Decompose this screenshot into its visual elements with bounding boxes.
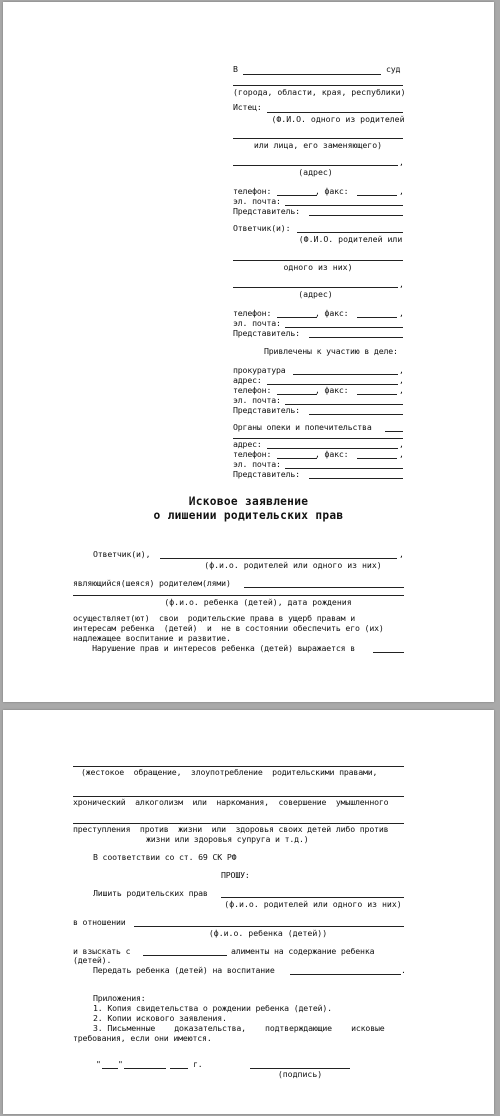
comma: , — [399, 279, 404, 289]
prosecutor-fax-field — [357, 394, 397, 395]
guardianship-label: Органы опеки и попечительства — [233, 422, 372, 432]
plaintiff-fax-label: , факс: — [315, 186, 349, 196]
guardianship-fax-field — [357, 458, 397, 459]
child-field-2 — [73, 595, 404, 596]
defendant-address-field — [233, 287, 398, 288]
paragraph-1-line-2: интересам ребенка (детей) и не в состоянии обеспечить его (их) — [73, 623, 384, 633]
attachment-item: 3. Письменные доказательства, подтверждающие исковые — [93, 1023, 385, 1033]
document-title-line-1: Исковое заявление — [188, 495, 309, 508]
plaintiff-field — [267, 112, 403, 113]
comma: , — [399, 308, 404, 318]
prosecutor-email-label: эл. почта: — [233, 395, 281, 405]
document-page-2 — [3, 710, 494, 1114]
prosecutor-email-field — [285, 404, 403, 405]
request-heading: ПРОШУ: — [221, 870, 250, 880]
collect-field — [143, 955, 227, 956]
prosecutor-rep-field — [309, 414, 403, 415]
guardianship-rep-field — [309, 478, 403, 479]
year-suffix: г. — [193, 1059, 203, 1069]
plaintiff-email-field — [285, 205, 403, 206]
plaintiff-caption-2: или лица, его заменяющего) — [253, 140, 383, 150]
plaintiff-address-caption: (адрес) — [298, 167, 333, 177]
plaintiff-rep-label: Представитель: — [233, 206, 300, 216]
defendant-rep-field — [309, 337, 403, 338]
regarding-text: в отношении — [73, 917, 126, 927]
plaintiff-label: Истец: — [233, 102, 262, 112]
guardianship-fax-label: , факс: — [315, 449, 349, 459]
plaintiff-phone-label: телефон: — [233, 186, 272, 196]
guardianship-email-label: эл. почта: — [233, 459, 281, 469]
paragraph-3-line-4: жизни или здоровья супруга и т.д.) — [146, 834, 309, 844]
violation-field — [373, 652, 404, 653]
guardianship-phone-field — [277, 458, 317, 459]
comma: , — [399, 375, 404, 385]
period: . — [401, 965, 406, 975]
plaintiff-caption-1: (Ф.И.О. одного из родителей — [271, 114, 405, 124]
attachment-item: 2. Копии искового заявления. — [93, 1013, 227, 1023]
prosecutor-phone-field — [277, 394, 317, 395]
prosecutor-phone-label: телефон: — [233, 385, 272, 395]
collect-suffix: алименты на содержание ребенка — [231, 946, 375, 956]
court-region-field — [233, 85, 403, 86]
defendant-email-label: эл. почта: — [233, 318, 281, 328]
guardianship-email-field — [285, 468, 403, 469]
defendant-rep-label: Представитель: — [233, 328, 300, 338]
paragraph-3-line-3: преступления против жизни или здоровья своих детей либо против — [73, 824, 389, 834]
deprive-field — [221, 897, 404, 898]
date-month-field — [124, 1068, 166, 1069]
regarding-caption: (ф.и.о. ребенка (детей)) — [208, 928, 328, 938]
defendant-fax-label: , факс: — [315, 308, 349, 318]
comma: , — [399, 439, 404, 449]
child-field — [244, 587, 404, 588]
is-parent-text: являющийся(шеяся) родителем(лями) — [73, 578, 231, 588]
date-day-field — [102, 1068, 118, 1069]
attachment-item-3-continued: требования, если они имеются. — [73, 1033, 212, 1043]
guardianship-field — [385, 431, 403, 432]
collect-line-2: (детей). — [73, 955, 112, 965]
child-caption: (ф.и.о. ребенка (детей), дата рождения — [164, 597, 352, 607]
guardianship-address-label: адрес: — [233, 439, 262, 449]
transfer-text: Передать ребенка (детей) на воспитание — [93, 965, 275, 975]
law-reference: В соответствии со ст. 69 СК РФ — [93, 852, 237, 862]
plaintiff-rep-field — [309, 215, 403, 216]
court-field — [243, 74, 381, 75]
plaintiff-field-2 — [233, 138, 403, 139]
comma: , — [399, 385, 404, 395]
signature-caption: (подпись) — [277, 1069, 323, 1079]
plaintiff-fax-field — [357, 195, 397, 196]
prosecutor-field — [293, 374, 398, 375]
defendant-field — [297, 232, 403, 233]
defendant-names-field — [160, 558, 397, 559]
defendant-caption-2: одного из них) — [283, 262, 353, 272]
document-title-line-2: о лишении родительских прав — [153, 509, 344, 522]
attachment-item: 1. Копия свидетельства о рождении ребенка (детей). — [93, 1003, 332, 1013]
collect-prefix: и взыскать с — [73, 946, 131, 956]
prosecutor-address-label: адрес: — [233, 375, 262, 385]
attachments-heading: Приложения: — [93, 993, 146, 1003]
date-open-quote: " — [96, 1059, 101, 1069]
paragraph-3-line-1: (жестокое обращение, злоупотребление родительскими правами, — [81, 767, 378, 777]
document-page-1 — [3, 2, 494, 702]
court-caption: (города, области, края, республики) — [233, 87, 406, 97]
paragraph-1-line-1: осуществляет(ют) свои родительские права в ущерб правам и — [73, 613, 355, 623]
deprive-text: Лишить родительских прав — [93, 888, 208, 898]
defendant-phone-field — [277, 317, 317, 318]
paragraph-3-line-2: хронический алкоголизм или наркомания, совершение умышленного — [73, 797, 389, 807]
defendant-label: Ответчик(и): — [233, 223, 291, 233]
prosecutor-label: прокуратура — [233, 365, 286, 375]
comma: , — [399, 186, 404, 196]
defendant-phone-label: телефон: — [233, 308, 272, 318]
defendant-intro: Ответчик(и), — [93, 549, 151, 559]
comma: , — [399, 449, 404, 459]
transfer-field — [290, 974, 401, 975]
paragraph-1-line-3: надлежащее воспитание и развитие. — [73, 633, 231, 643]
guardianship-rep-label: Представитель: — [233, 469, 300, 479]
defendant-names-caption: (ф.и.о. родителей или одного из них) — [204, 560, 382, 570]
regarding-field — [134, 926, 404, 927]
comma: , — [399, 365, 404, 375]
court-suffix: суд — [386, 64, 401, 74]
defendant-fax-field — [357, 317, 397, 318]
comma: , — [399, 157, 404, 167]
defendant-field-2 — [233, 260, 403, 261]
guardianship-phone-label: телефон: — [233, 449, 272, 459]
involved-label: Привлечены к участию в деле: — [264, 346, 398, 356]
defendant-email-field — [285, 327, 403, 328]
comma: , — [399, 549, 404, 559]
plaintiff-address-field — [233, 165, 398, 166]
plaintiff-phone-field — [277, 195, 317, 196]
defendant-address-caption: (адрес) — [298, 289, 333, 299]
plaintiff-email-label: эл. почта: — [233, 196, 281, 206]
court-prefix: В — [233, 64, 238, 74]
prosecutor-rep-label: Представитель: — [233, 405, 300, 415]
prosecutor-fax-label: , факс: — [315, 385, 349, 395]
date-year-field — [170, 1068, 188, 1069]
deprive-caption: (ф.и.о. родителей или одного из них) — [224, 899, 402, 909]
paragraph-2-line-1: Нарушение прав и интересов ребенка (детей) выражается в — [73, 643, 355, 653]
date-close-quote: " — [118, 1059, 123, 1069]
defendant-caption-1: (Ф.И.О. родителей или — [298, 234, 403, 244]
